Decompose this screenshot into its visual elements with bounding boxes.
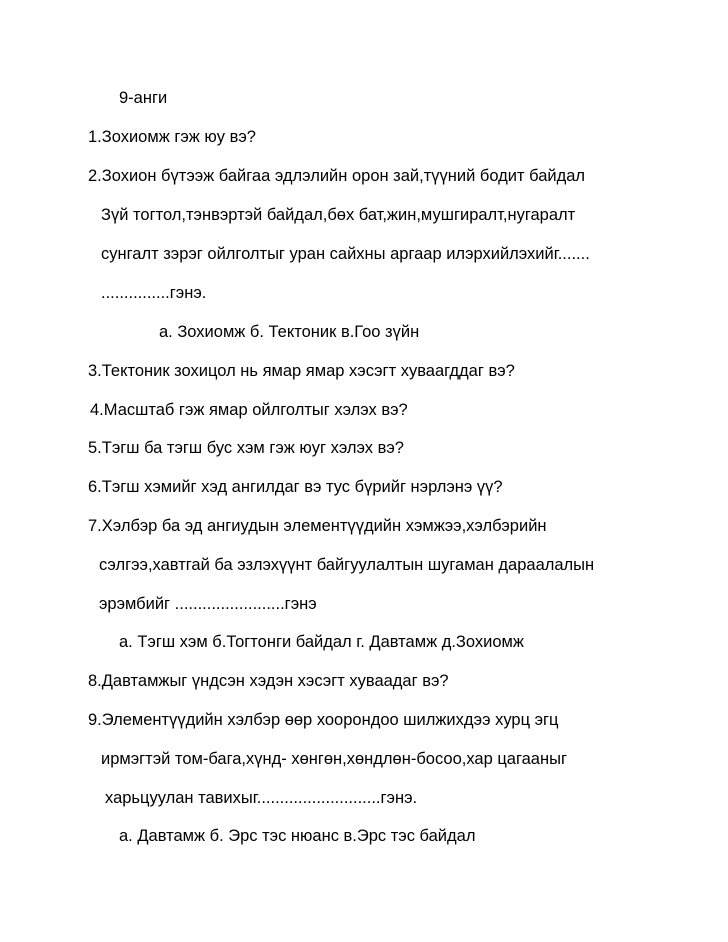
question-5: 5.Тэгш ба тэгш бус хэм гэж юуг хэлэх вэ? bbox=[88, 439, 404, 457]
question-6: 6.Тэгш хэмийг хэд ангилдаг вэ тус бүрийг нэрлэнэ үү? bbox=[88, 478, 503, 496]
question-2-line-1: 2.Зохион бүтээж байгаа эдлэлийн орон зай,түүний бодит байдал bbox=[88, 167, 586, 185]
question-7-line-1: 7.Хэлбэр ба эд ангиудын элементүүдийн хэмжээ,хэлбэрийн bbox=[88, 517, 547, 535]
question-9-options: а. Давтамж б. Эрс тэс нюанс в.Эрс тэс байдал bbox=[119, 827, 476, 845]
question-2-options: а. Зохиомж б. Тектоник в.Гоо зүйн bbox=[159, 323, 420, 341]
question-3: 3.Тектоник зохицол нь ямар ямар хэсэгт хуваагддаг вэ? bbox=[88, 362, 515, 380]
question-9-line-1: 9.Элементүүдийн хэлбэр өөр хоорондоо шилжихдээ хурц эгц bbox=[88, 711, 559, 729]
question-1: 1.Зохиомж гэж юу вэ? bbox=[88, 128, 256, 146]
question-9-line-2: ирмэгтэй том-бага,хүнд- хөнгөн,хөндлөн-босоо,хар цагааныг bbox=[101, 750, 567, 768]
question-4: 4.Масштаб гэж ямар ойлголтыг хэлэх вэ? bbox=[90, 401, 408, 419]
question-2-line-2: Зүй тогтол,тэнвэртэй байдал,бөх бат,жин,мушгиралт,нугаралт bbox=[101, 206, 576, 224]
question-2-line-3: сунгалт зэрэг ойлголтыг уран сайхны аргаар илэрхийлэхийг....... bbox=[101, 245, 590, 263]
question-7-line-2: сэлгээ,хавтгай ба эзлэхүүнт байгуулалтын шугаман дараалалын bbox=[99, 556, 595, 574]
question-2-line-4: ...............гэнэ. bbox=[101, 284, 207, 302]
question-8: 8.Давтамжыг үндсэн хэдэн хэсэгт хуваадаг вэ? bbox=[88, 672, 449, 690]
grade-heading: 9-анги bbox=[119, 89, 168, 107]
question-9-line-3: харьцуулан тавихыг...........................гэнэ. bbox=[105, 789, 418, 807]
question-7-line-3: эрэмбийг ........................гэнэ bbox=[99, 595, 317, 613]
question-7-options: а. Тэгш хэм б.Тогтонги байдал г. Давтамж д.Зохиомж bbox=[119, 633, 524, 651]
